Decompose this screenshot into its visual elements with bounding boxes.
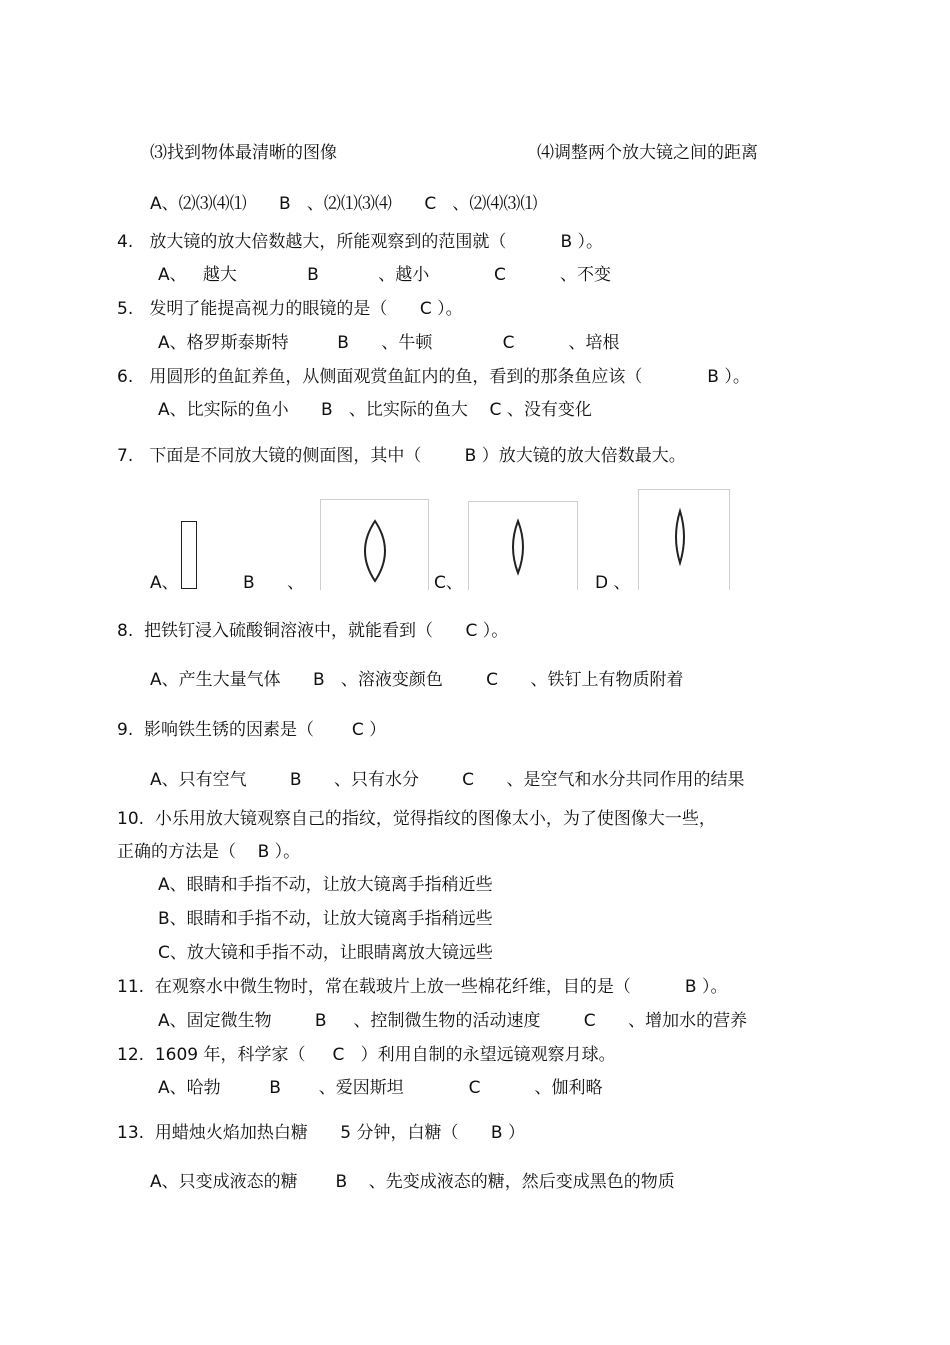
- lens-c-medium-icon: [506, 518, 530, 576]
- lens-d-thin-icon: [669, 508, 691, 566]
- question-10-line-2: 正确的方法是（ B ）。: [117, 842, 301, 862]
- lens-a-flat-rectangle: [181, 521, 197, 589]
- question-9: 9. 影响铁生锈的因素是（ C ）: [117, 720, 387, 740]
- question-7: 7. 下面是不同放大镜的侧面图，其中（ B ）放大镜的放大倍数最大。: [117, 446, 686, 466]
- question-10-line-1: 10. 小乐用放大镜观察自己的指纹，觉得指纹的图像太小，为了使图像大一些，: [117, 809, 716, 829]
- q10-option-b: B、眼睛和手指不动，让放大镜离手指稍远些: [158, 909, 493, 929]
- lens-b-thick-icon: [355, 518, 395, 584]
- lens-label-a: A、: [150, 573, 179, 593]
- q4-options: A、 越大 B 、越小 C 、不变: [158, 265, 611, 285]
- q11-options: A、固定微生物 B 、控制微生物的活动速度 C 、增加水的营养: [158, 1011, 748, 1031]
- q10-option-a: A、眼睛和手指不动，让放大镜离手指稍近些: [158, 875, 493, 895]
- step-3-text: ⑶找到物体最清晰的图像: [150, 143, 337, 163]
- q8-options: A、产生大量气体 B 、溶液变颜色 C 、铁钉上有物质附着: [150, 670, 684, 690]
- question-12: 12. 1609 年，科学家（ C ）利用自制的永望远镜观察月球。: [117, 1045, 616, 1065]
- question-5: 5. 发明了能提高视力的眼镜的是（ C ）。: [117, 299, 463, 319]
- q10-option-c: C、放大镜和手指不动，让眼睛离放大镜远些: [158, 943, 493, 963]
- question-8: 8. 把铁钉浸入硫酸铜溶液中，就能看到（ C ）。: [117, 621, 509, 641]
- q6-options: A、比实际的鱼小 B 、比实际的鱼大 C 、没有变化: [158, 400, 592, 420]
- lens-label-d: D 、: [595, 573, 631, 593]
- q12-options: A、哈勃 B 、爱因斯坦 C 、伽利略: [158, 1078, 603, 1098]
- q9-options: A、只有空气 B 、只有水分 C 、是空气和水分共同作用的结果: [150, 770, 745, 790]
- q13-options: A、只变成液态的糖 B 、先变成液态的糖，然后变成黑色的物质: [150, 1172, 675, 1192]
- lens-label-b: B 、: [243, 573, 305, 593]
- q5-options: A、格罗斯泰斯特 B 、牛顿 C 、培根: [158, 333, 620, 353]
- question-4: 4. 放大镜的放大倍数越大，所能观察到的范围就（ B ）。: [117, 232, 604, 252]
- q3-options: A、⑵⑶⑷⑴ B 、⑵⑴⑶⑷ C 、⑵⑷⑶⑴: [150, 194, 538, 214]
- question-11: 11. 在观察水中微生物时，常在载玻片上放一些棉花纤维，目的是（ B ）。: [117, 977, 728, 997]
- question-13: 13. 用蜡烛火焰加热白糖 5 分钟，白糖（ B ）: [117, 1123, 525, 1143]
- lens-label-c: C、: [434, 573, 463, 593]
- question-6: 6. 用圆形的鱼缸养鱼，从侧面观赏鱼缸内的鱼，看到的那条鱼应该（ B ）。: [117, 367, 750, 387]
- step-4-text: ⑷调整两个放大镜之间的距离: [537, 143, 758, 163]
